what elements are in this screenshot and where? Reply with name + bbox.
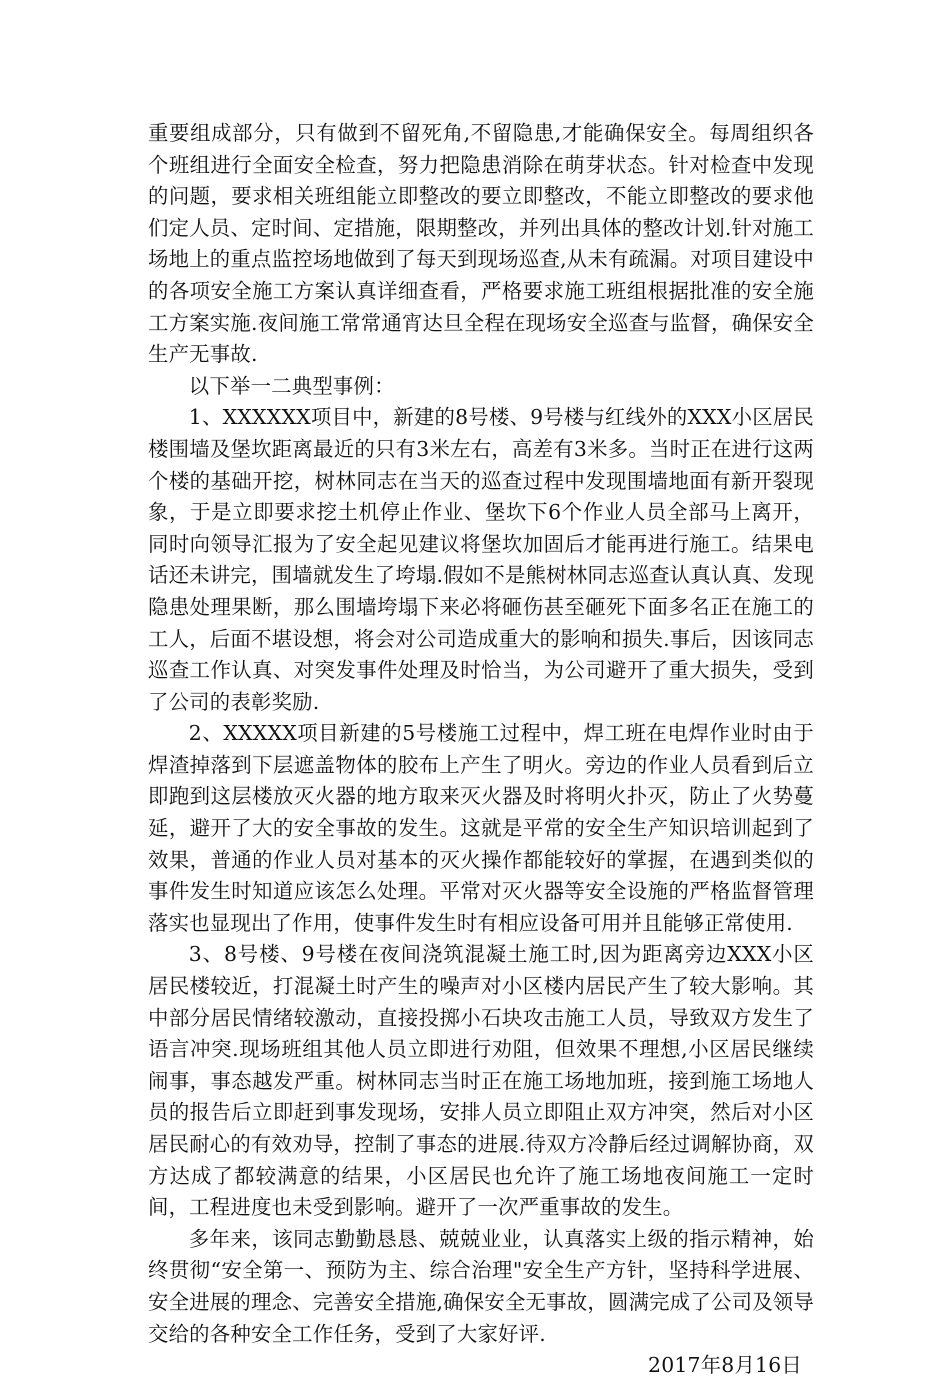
- paragraph-intro-examples: 以下举一二典型事例：: [188, 373, 395, 398]
- paragraph-continued: 重要组成部分，只有做到不留死角,不留隐患,才能确保安全。每周组织各个班组进行全面安全检查，努力把隐患消除在萌芽状态。针对检查中发现的问题，要求相关班组能立即整改的要立即整改，不能立即整改的要求他们定人员、定时间、定措施，限期整改，并列出具体的整改计划.针对施工场地上的重点监控场地做到了每天到现场巡查,从未有疏漏。对项目建设中的各项安全施工方案认真详细查看，严格要求施工班组根据批准的安全施工方案实施.夜间施工常常通宵达旦全程在现场安全巡查与监督，确保安全生产无事故.: [148, 121, 814, 367]
- paragraph-example-3: 3、8号楼、9号楼在夜间浇筑混凝土施工时,因为距离旁边XXX小区居民楼较近，打混凝土时产生的噪声对小区楼内居民产生了较大影响。其中部分居民情绪较激动，直接投掷小石块攻击施工人员，导致双方发生了语言冲突.现场班组其他人员立即进行劝阻，但效果不理想,小区居民继续闹事，事态越发严重。树林同志当时正在施工场地加班，接到施工场地人员的报告后立即赶到事发现场，安排人员立即阻止双方冲突，然后对小区居民耐心的有效劝导，控制了事态的进展.待双方冷静后经过调解协商，双方达成了都较满意的结果，小区居民也允许了施工场地夜间施工一定时间，工程进度也未受到影响。避开了一次严重事故的发生。: [148, 942, 814, 1220]
- document-page: [148, 118, 814, 1382]
- paragraph-example-1: 1、XXXXXX项目中，新建的8号楼、9号楼与红线外的XXX小区居民楼围墙及堡坎距离最近的只有3米左右，高差有3米多。当时正在进行这两个楼的基础开挖，树林同志在当天的巡查过程中发现围墙地面有新开裂现象，于是立即要求挖土机停止作业、堡坎下6个作业人员全部马上离开，同时向领导汇报为了安全起见建议将堡坎加固后才能再进行施工。结果电话还未讲完，围墙就发生了垮塌.假如不是熊树林同志巡查认真认真、发现隐患处理果断，那么围墙垮塌下来必将砸伤甚至砸死下面多名正在施工的工人，后面不堪设想，将会对公司造成重大的影响和损失.事后，因该同志巡查工作认真、对突发事件处理及时恰当，为公司避开了重大损失，受到了公司的表彰奖励.: [148, 405, 814, 714]
- document-date: 2017年8月16日: [648, 1353, 802, 1378]
- paragraph-conclusion: 多年来，该同志勤勤恳恳、兢兢业业，认真落实上级的指示精神，始终贯彻“安全第一、预防为主、综合治理"安全生产方针，坚持科学进展、安全进展的理念、完善安全措施,确保安全无事故，圆满完成了公司及领导交给的各种安全工作任务，受到了大家好评.: [148, 1226, 814, 1346]
- paragraph-example-2: 2、XXXXX项目新建的5号楼施工过程中，焊工班在电焊作业时由于焊渣掉落到下层遮盖物体的胶布上产生了明火。旁边的作业人员看到后立即跑到这层楼放灭火器的地方取来灭火器及时将明火扑灭，防止了火势蔓延，避开了大的安全事故的发生。这就是平常的安全生产知识培训起到了效果，普通的作业人员对基本的灭火操作都能较好的掌握，在遇到类似的事件发生时知道应该怎么处理。平常对灭火器等安全设施的严格监督管理落实也显现出了作用，使事件发生时有相应设备可用并且能够正常使用.: [148, 721, 814, 935]
